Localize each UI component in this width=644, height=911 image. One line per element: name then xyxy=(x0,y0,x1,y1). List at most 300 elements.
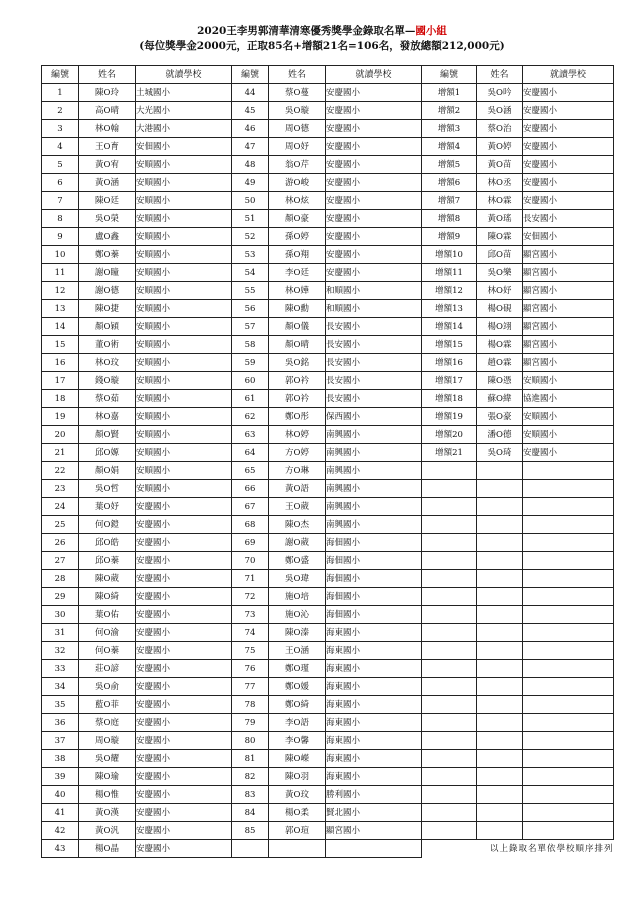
cell-school xyxy=(523,588,614,606)
cell-school xyxy=(523,786,614,804)
cell-name: 陳O瑜 xyxy=(79,768,136,786)
cell-number: 增額2 xyxy=(422,102,477,120)
cell-name: 施O沁 xyxy=(269,606,326,624)
cell-school: 安慶國小 xyxy=(326,174,422,192)
cell-school xyxy=(523,480,614,498)
cell-name: 吳O璇 xyxy=(269,102,326,120)
cell-school: 海東國小 xyxy=(326,642,422,660)
cell-name xyxy=(269,840,326,858)
cell-school: 安慶國小 xyxy=(326,246,422,264)
cell-school: 安慶國小 xyxy=(136,840,232,858)
cell-name: 藍O菲 xyxy=(79,696,136,714)
cell-name xyxy=(477,786,523,804)
cell-school: 和順國小 xyxy=(326,300,422,318)
cell-number: 20 xyxy=(42,426,79,444)
cell-name: 李O廷 xyxy=(269,264,326,282)
table-row xyxy=(42,840,614,858)
cell-school xyxy=(523,768,614,786)
cell-school: 安順國小 xyxy=(136,372,232,390)
cell-number xyxy=(422,786,477,804)
cell-name: 鄭O彤 xyxy=(269,408,326,426)
cell-school: 安順國小 xyxy=(136,336,232,354)
cell-name: 顏O穎 xyxy=(79,318,136,336)
cell-school: 安慶國小 xyxy=(136,660,232,678)
cell-number xyxy=(422,678,477,696)
cell-number: 3 xyxy=(42,120,79,138)
cell-number xyxy=(422,516,477,534)
table-row xyxy=(42,552,614,570)
cell-name: 楊O霖 xyxy=(477,336,523,354)
cell-school: 安慶國小 xyxy=(136,570,232,588)
cell-school: 顯宮國小 xyxy=(523,300,614,318)
cell-school xyxy=(523,570,614,588)
cell-school: 安順國小 xyxy=(136,192,232,210)
cell-number: 30 xyxy=(42,606,79,624)
cell-name: 楊O硯 xyxy=(477,300,523,318)
cell-name: 林O炫 xyxy=(269,192,326,210)
table-row xyxy=(42,822,614,840)
cell-name: 周O妤 xyxy=(269,138,326,156)
cell-number xyxy=(422,804,477,822)
cell-name: 錢O璇 xyxy=(79,372,136,390)
cell-number: 增額13 xyxy=(422,300,477,318)
cell-number: 33 xyxy=(42,660,79,678)
cell-name: 王O葳 xyxy=(269,498,326,516)
cell-school: 海佃國小 xyxy=(326,588,422,606)
cell-school: 安慶國小 xyxy=(326,210,422,228)
cell-name: 李O馨 xyxy=(269,732,326,750)
cell-school xyxy=(523,732,614,750)
cell-number: 19 xyxy=(42,408,79,426)
cell-number: 13 xyxy=(42,300,79,318)
cell-number: 81 xyxy=(232,750,269,768)
cell-school: 安慶國小 xyxy=(523,84,614,102)
cell-school xyxy=(523,822,614,840)
cell-school: 海東國小 xyxy=(326,750,422,768)
table-row xyxy=(42,588,614,606)
cell-number: 32 xyxy=(42,642,79,660)
cell-name: 周O璇 xyxy=(79,732,136,750)
cell-name: 翁O芹 xyxy=(269,156,326,174)
cell-school xyxy=(523,606,614,624)
cell-name: 陳O葳 xyxy=(79,570,136,588)
cell-school: 顯宮國小 xyxy=(523,246,614,264)
cell-number: 74 xyxy=(232,624,269,642)
cell-name: 黃O汎 xyxy=(79,822,136,840)
cell-name: 楊O柔 xyxy=(269,804,326,822)
cell-name: 邱O嫄 xyxy=(79,444,136,462)
cell-school: 安慶國小 xyxy=(523,192,614,210)
cell-number: 36 xyxy=(42,714,79,732)
cell-name: 李O語 xyxy=(269,714,326,732)
cell-name: 吳O樂 xyxy=(477,264,523,282)
table-row xyxy=(42,102,614,120)
cell-school: 海東國小 xyxy=(326,660,422,678)
cell-school: 安順國小 xyxy=(136,444,232,462)
cell-school: 安慶國小 xyxy=(136,750,232,768)
cell-school: 長安國小 xyxy=(523,210,614,228)
cell-number: 56 xyxy=(232,300,269,318)
table-row xyxy=(42,210,614,228)
cell-name: 蔡O庭 xyxy=(79,714,136,732)
table-row xyxy=(42,354,614,372)
cell-school: 安慶國小 xyxy=(523,444,614,462)
cell-school: 協進國小 xyxy=(523,390,614,408)
cell-number: 42 xyxy=(42,822,79,840)
cell-school: 安慶國小 xyxy=(136,786,232,804)
cell-number: 65 xyxy=(232,462,269,480)
cell-number: 49 xyxy=(232,174,269,192)
cell-name xyxy=(477,678,523,696)
cell-number: 43 xyxy=(42,840,79,858)
cell-number: 48 xyxy=(232,156,269,174)
cell-number xyxy=(422,732,477,750)
cell-school: 安順國小 xyxy=(136,480,232,498)
cell-school: 長安國小 xyxy=(326,336,422,354)
cell-school: 海東國小 xyxy=(326,678,422,696)
cell-number: 70 xyxy=(232,552,269,570)
cell-number: 增額15 xyxy=(422,336,477,354)
cell-school: 海東國小 xyxy=(326,696,422,714)
cell-school: 海東國小 xyxy=(326,714,422,732)
title-line-1 xyxy=(0,24,644,38)
cell-number: 8 xyxy=(42,210,79,228)
cell-name: 陳O嶸 xyxy=(269,750,326,768)
table-row xyxy=(42,786,614,804)
table-row xyxy=(42,642,614,660)
cell-name: 蔡O蔓 xyxy=(269,84,326,102)
header-no: 編號 xyxy=(422,66,477,84)
cell-number: 53 xyxy=(232,246,269,264)
cell-name: 鄭O瑾 xyxy=(269,660,326,678)
cell-number xyxy=(422,588,477,606)
cell-name: 莊O諺 xyxy=(79,660,136,678)
cell-number: 22 xyxy=(42,462,79,480)
cell-school: 安慶國小 xyxy=(326,120,422,138)
cell-number: 57 xyxy=(232,318,269,336)
cell-number: 73 xyxy=(232,606,269,624)
header-row xyxy=(42,66,614,84)
cell-name: 黃O玟 xyxy=(269,786,326,804)
table-row xyxy=(42,390,614,408)
table-row xyxy=(42,606,614,624)
cell-school: 安順國小 xyxy=(136,210,232,228)
cell-school: 安順國小 xyxy=(136,354,232,372)
table-row xyxy=(42,246,614,264)
cell-school: 安慶國小 xyxy=(136,552,232,570)
cell-name: 林O嘉 xyxy=(79,408,136,426)
cell-number: 15 xyxy=(42,336,79,354)
cell-number: 4 xyxy=(42,138,79,156)
cell-name: 王O育 xyxy=(79,138,136,156)
cell-school: 長安國小 xyxy=(326,354,422,372)
cell-name: 黃O婷 xyxy=(477,138,523,156)
cell-name xyxy=(477,714,523,732)
cell-name: 顏O晴 xyxy=(269,336,326,354)
cell-name: 楊O翊 xyxy=(477,318,523,336)
cell-number: 增額14 xyxy=(422,318,477,336)
cell-number xyxy=(422,714,477,732)
cell-school: 安慶國小 xyxy=(136,822,232,840)
table-row xyxy=(42,462,614,480)
cell-name: 王O涵 xyxy=(269,642,326,660)
cell-name: 孫O婷 xyxy=(269,228,326,246)
cell-school: 長安國小 xyxy=(326,318,422,336)
cell-name: 黃O苗 xyxy=(477,156,523,174)
cell-number xyxy=(422,660,477,678)
cell-number xyxy=(422,606,477,624)
cell-name: 孫O翔 xyxy=(269,246,326,264)
title-prefix: 2020王李男郭清華清寒優秀獎學金錄取名單— xyxy=(197,25,416,37)
cell-number: 47 xyxy=(232,138,269,156)
table-row xyxy=(42,804,614,822)
cell-number: 14 xyxy=(42,318,79,336)
cell-number: 1 xyxy=(42,84,79,102)
cell-school: 安慶國小 xyxy=(136,498,232,516)
cell-name: 陳O廷 xyxy=(79,192,136,210)
cell-number: 增額3 xyxy=(422,120,477,138)
cell-number: 增額4 xyxy=(422,138,477,156)
cell-school: 安佃國小 xyxy=(523,228,614,246)
table-row xyxy=(42,192,614,210)
cell-name: 吳O吟 xyxy=(477,84,523,102)
cell-name: 何O渝 xyxy=(79,624,136,642)
cell-number xyxy=(422,696,477,714)
cell-number xyxy=(422,768,477,786)
cell-name: 吳O琦 xyxy=(477,444,523,462)
cell-number: 45 xyxy=(232,102,269,120)
cell-name: 陳O杰 xyxy=(269,516,326,534)
cell-number: 60 xyxy=(232,372,269,390)
cell-name: 林O翰 xyxy=(79,120,136,138)
cell-name: 吳O銘 xyxy=(269,354,326,372)
cell-number: 64 xyxy=(232,444,269,462)
table-row xyxy=(42,264,614,282)
cell-school: 安順國小 xyxy=(136,318,232,336)
table-row xyxy=(42,696,614,714)
cell-name: 林O玟 xyxy=(79,354,136,372)
cell-school xyxy=(523,714,614,732)
table-row xyxy=(42,300,614,318)
cell-name: 陳O玲 xyxy=(79,84,136,102)
cell-school: 安慶國小 xyxy=(136,606,232,624)
cell-school: 安順國小 xyxy=(136,408,232,426)
cell-school: 南興國小 xyxy=(326,480,422,498)
cell-number: 55 xyxy=(232,282,269,300)
cell-school: 安慶國小 xyxy=(326,102,422,120)
cell-number: 58 xyxy=(232,336,269,354)
title-line-2: (每位獎學金2000元，正取85名+增額21名=106名，發放總額212,000元) xyxy=(139,40,505,52)
cell-number: 增額20 xyxy=(422,426,477,444)
cell-number: 增額18 xyxy=(422,390,477,408)
cell-number: 37 xyxy=(42,732,79,750)
footnote: 以上錄取名單依學校順序排列 xyxy=(489,843,614,854)
cell-name: 吳O榮 xyxy=(79,210,136,228)
cell-number: 66 xyxy=(232,480,269,498)
cell-name: 顏O儀 xyxy=(269,318,326,336)
table-row xyxy=(42,624,614,642)
cell-number: 24 xyxy=(42,498,79,516)
cell-school: 安慶國小 xyxy=(326,192,422,210)
cell-number: 25 xyxy=(42,516,79,534)
cell-number xyxy=(422,570,477,588)
cell-school: 海佃國小 xyxy=(326,534,422,552)
cell-school xyxy=(523,696,614,714)
cell-school xyxy=(523,678,614,696)
cell-school: 顯宮國小 xyxy=(326,822,422,840)
cell-number: 17 xyxy=(42,372,79,390)
cell-school: 安佃國小 xyxy=(136,138,232,156)
cell-school: 大光國小 xyxy=(136,102,232,120)
cell-school: 安順國小 xyxy=(523,408,614,426)
cell-school: 安順國小 xyxy=(136,462,232,480)
cell-number: 76 xyxy=(232,660,269,678)
cell-school: 安順國小 xyxy=(136,426,232,444)
cell-number: 63 xyxy=(232,426,269,444)
cell-name: 林O婷 xyxy=(269,426,326,444)
cell-school: 大港國小 xyxy=(136,120,232,138)
cell-name: 陳O憑 xyxy=(477,372,523,390)
cell-school xyxy=(523,642,614,660)
cell-name: 謝O瞳 xyxy=(79,264,136,282)
table-row xyxy=(42,426,614,444)
cell-number: 增額21 xyxy=(422,444,477,462)
header-name: 姓名 xyxy=(269,66,326,84)
cell-school: 安慶國小 xyxy=(136,516,232,534)
cell-number: 2 xyxy=(42,102,79,120)
cell-number: 29 xyxy=(42,588,79,606)
cell-school: 安慶國小 xyxy=(136,732,232,750)
cell-name xyxy=(477,750,523,768)
table-row xyxy=(42,228,614,246)
cell-number: 80 xyxy=(232,732,269,750)
cell-number: 79 xyxy=(232,714,269,732)
cell-number: 增額6 xyxy=(422,174,477,192)
cell-number xyxy=(422,642,477,660)
cell-name: 林O嬅 xyxy=(269,282,326,300)
cell-number: 增額17 xyxy=(422,372,477,390)
cell-number: 46 xyxy=(232,120,269,138)
cell-name: 陳O羽 xyxy=(269,768,326,786)
cell-number: 85 xyxy=(232,822,269,840)
cell-school: 安慶國小 xyxy=(136,696,232,714)
cell-school: 安慶國小 xyxy=(523,120,614,138)
table-row xyxy=(42,372,614,390)
cell-number: 82 xyxy=(232,768,269,786)
cell-number: 31 xyxy=(42,624,79,642)
cell-number: 10 xyxy=(42,246,79,264)
cell-number: 40 xyxy=(42,786,79,804)
cell-school: 安慶國小 xyxy=(326,228,422,246)
cell-school: 安慶國小 xyxy=(136,624,232,642)
cell-name: 邱O皓 xyxy=(79,534,136,552)
cell-school: 安慶國小 xyxy=(136,678,232,696)
cell-number: 59 xyxy=(232,354,269,372)
cell-name xyxy=(477,534,523,552)
cell-school: 南興國小 xyxy=(326,444,422,462)
cell-school xyxy=(523,750,614,768)
cell-number: 39 xyxy=(42,768,79,786)
cell-number xyxy=(422,462,477,480)
cell-number xyxy=(422,822,477,840)
cell-name: 吳O涵 xyxy=(477,102,523,120)
cell-name: 吳O俞 xyxy=(79,678,136,696)
cell-school xyxy=(523,804,614,822)
cell-name: 邱O蓁 xyxy=(79,552,136,570)
cell-number: 增額16 xyxy=(422,354,477,372)
cell-name xyxy=(477,660,523,678)
cell-number: 52 xyxy=(232,228,269,246)
cell-name: 陳O勳 xyxy=(269,300,326,318)
cell-name: 張O豪 xyxy=(477,408,523,426)
cell-name xyxy=(477,480,523,498)
cell-name xyxy=(477,588,523,606)
cell-name: 顏O賢 xyxy=(79,426,136,444)
cell-name: 郭O衿 xyxy=(269,372,326,390)
header-school: 就讀學校 xyxy=(326,66,422,84)
cell-school: 安順國小 xyxy=(136,156,232,174)
header-no: 編號 xyxy=(42,66,79,84)
cell-number xyxy=(422,552,477,570)
table-row xyxy=(42,84,614,102)
cell-number: 23 xyxy=(42,480,79,498)
table-row xyxy=(42,480,614,498)
cell-name: 方O婷 xyxy=(269,444,326,462)
cell-number: 77 xyxy=(232,678,269,696)
cell-name: 何O鎧 xyxy=(79,516,136,534)
cell-number: 9 xyxy=(42,228,79,246)
table-row xyxy=(42,660,614,678)
cell-number: 增額10 xyxy=(422,246,477,264)
cell-number: 71 xyxy=(232,570,269,588)
header-school: 就讀學校 xyxy=(136,66,232,84)
cell-school: 安順國小 xyxy=(136,264,232,282)
cell-school: 安慶國小 xyxy=(326,84,422,102)
cell-school: 安慶國小 xyxy=(523,102,614,120)
cell-school: 顯宮國小 xyxy=(523,282,614,300)
cell-school: 海佃國小 xyxy=(326,552,422,570)
cell-school: 顯宮國小 xyxy=(523,318,614,336)
cell-name: 高O晴 xyxy=(79,102,136,120)
cell-number: 67 xyxy=(232,498,269,516)
cell-school: 長安國小 xyxy=(326,372,422,390)
cell-school xyxy=(523,624,614,642)
cell-name: 顏O娟 xyxy=(79,462,136,480)
cell-school: 海佃國小 xyxy=(326,570,422,588)
cell-name: 趙O霖 xyxy=(477,354,523,372)
cell-name xyxy=(477,768,523,786)
cell-school: 顯宮國小 xyxy=(523,336,614,354)
cell-school: 安慶國小 xyxy=(523,156,614,174)
cell-number: 50 xyxy=(232,192,269,210)
title-highlight: 國小組 xyxy=(415,25,447,37)
table-row xyxy=(42,444,614,462)
cell-name: 陳O溱 xyxy=(269,624,326,642)
cell-name: 邱O苗 xyxy=(477,246,523,264)
cell-number: 62 xyxy=(232,408,269,426)
cell-school: 和順國小 xyxy=(326,282,422,300)
header-name: 姓名 xyxy=(79,66,136,84)
cell-school: 安慶國小 xyxy=(136,804,232,822)
cell-name xyxy=(477,822,523,840)
cell-school: 安順國小 xyxy=(523,426,614,444)
cell-number: 69 xyxy=(232,534,269,552)
roster-table xyxy=(41,65,614,858)
cell-name: 謝O葳 xyxy=(269,534,326,552)
cell-name: 楊O晶 xyxy=(79,840,136,858)
cell-school: 海東國小 xyxy=(326,732,422,750)
cell-school: 安順國小 xyxy=(136,282,232,300)
